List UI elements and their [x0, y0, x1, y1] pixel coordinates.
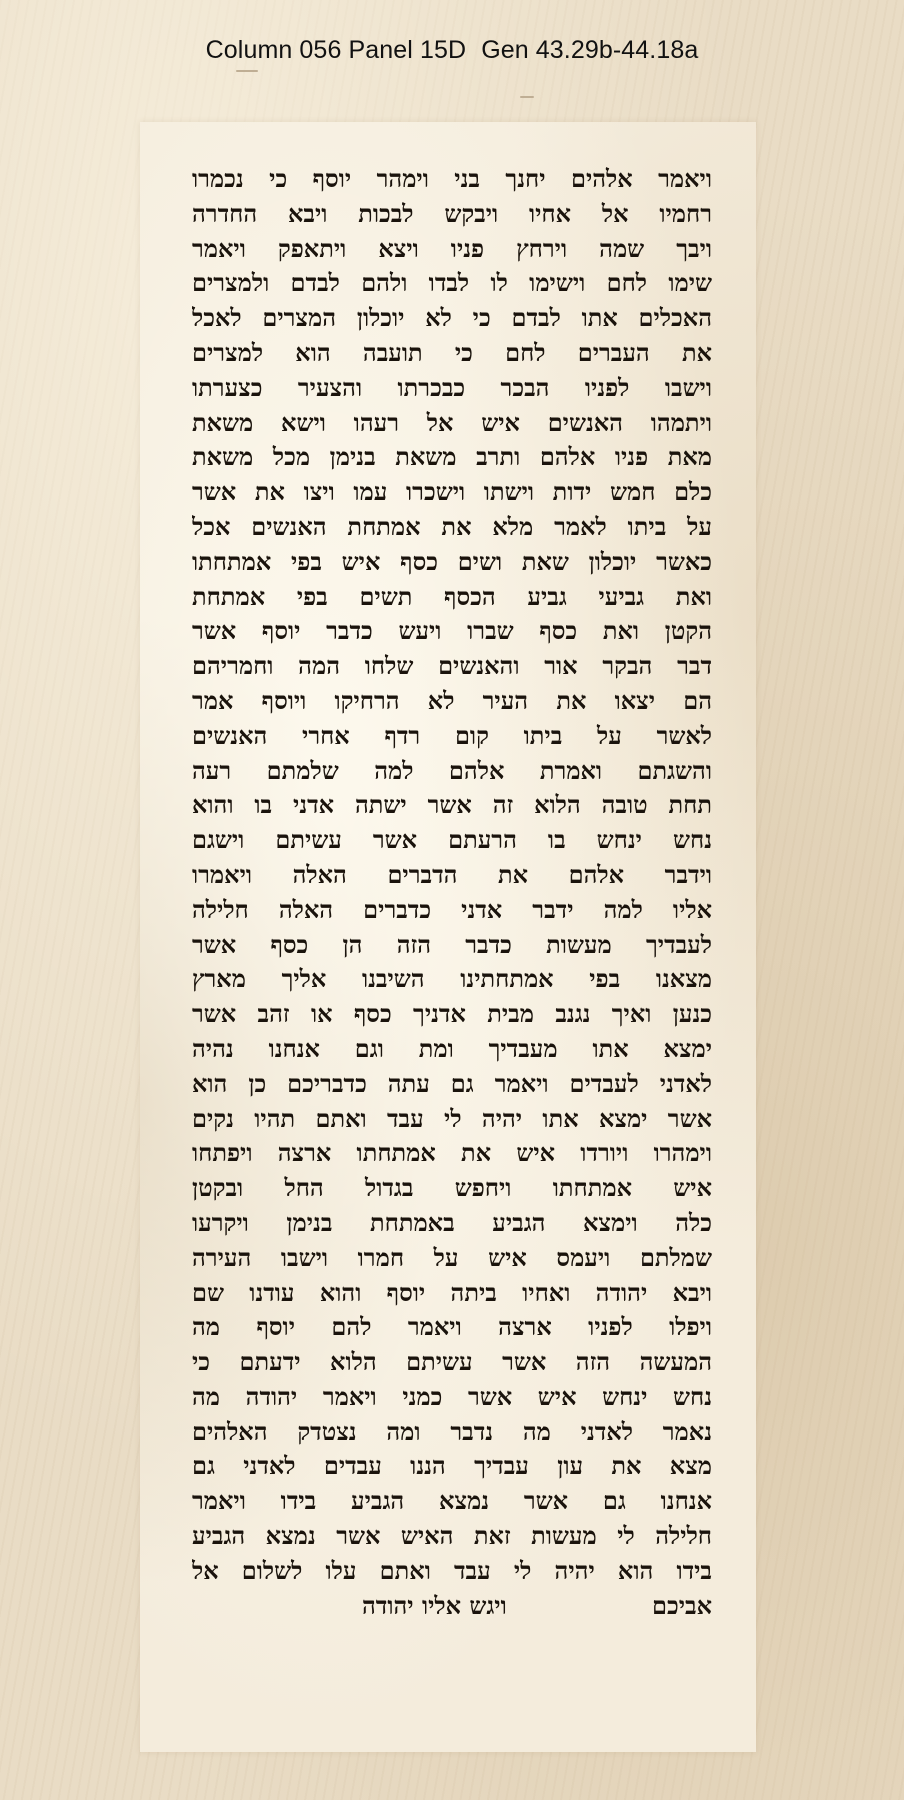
- scroll-line: שמלתם ויעמס איש על חמרו וישבו העירה: [192, 1242, 712, 1272]
- scroll-line: חלילה לי מעשות זאת האיש אשר נמצא הגביע: [192, 1521, 712, 1551]
- scroll-line: בידו הוא יהיה לי עבד ואתם עלו לשלום אל: [192, 1555, 712, 1585]
- scroll-line: מצא את עון עבדיך הננו עבדים לאדני גם: [192, 1451, 712, 1481]
- scroll-line: שימו לחם וישימו לו לבדו ולהם לבדם ולמצרים: [192, 268, 712, 298]
- scroll-line: אשר ימצא אתו יהיה לי עבד ואתם תהיו נקים: [192, 1103, 712, 1133]
- scroll-line: ואת גביעי גביע הכסף תשים בפי אמתחת: [192, 581, 712, 611]
- scroll-line: הקטן ואת כסף שברו ויעש כדבר יוסף אשר: [192, 616, 712, 646]
- scroll-text-column: [192, 162, 712, 1623]
- scroll-line: כלם חמש ידות וישתו וישכרו עמו ויצו את אשר: [192, 477, 712, 507]
- scroll-line: את העברים לחם כי תועבה הוא למצרים: [192, 337, 712, 367]
- caption-verse-range: Gen 43.29b-44.18a: [481, 36, 699, 64]
- scroll-line: כלה וימצא הגביע באמתחת בנימן ויקרעו: [192, 1207, 712, 1237]
- scroll-line: לאדני לעבדים ויאמר גם עתה כדבריכם כן הוא: [192, 1068, 712, 1098]
- scroll-line: מצאנו בפי אמתחתינו השיבנו אליך מארץ: [192, 964, 712, 994]
- scroll-line: נחש ינחש בו הרעתם אשר עשיתם וישגם: [192, 825, 712, 855]
- scroll-line: ימצא אתו מעבדיך ומת וגם אנחנו נהיה: [192, 1033, 712, 1063]
- scroll-line: רחמיו אל אחיו ויבקש לבכות ויבא החדרה: [192, 198, 712, 228]
- scroll-line: והשגתם ואמרת אלהם למה שלמתם רעה: [192, 755, 712, 785]
- caption-column-panel: Column 056 Panel 15D: [205, 36, 467, 64]
- scroll-line: איש אמתחתו ויחפש בגדול החל ובקטן: [192, 1173, 712, 1203]
- parchment-mark: [520, 96, 534, 98]
- scroll-line: ויאמר אלהים יחנך בני וימהר יוסף כי נכמרו: [192, 164, 712, 193]
- scroll-line: כנען ואיך נגנב מבית אדניך כסף או זהב אשר: [192, 999, 712, 1029]
- scroll-line: נאמר לאדני מה נדבר ומה נצטדק האלהים: [192, 1416, 712, 1446]
- final-line-left-phrase: ויגש אליו יהודה: [362, 1590, 507, 1620]
- scroll-line: אנחנו גם אשר נמצא הגביע בידו ויאמר: [192, 1486, 712, 1516]
- scroll-line: אליו למה ידבר אדני כדברים האלה חלילה: [192, 894, 712, 924]
- scroll-line: לאשר על ביתו קום רדף אחרי האנשים: [192, 720, 712, 750]
- scroll-panel: [140, 122, 756, 1752]
- scroll-line: וימהרו ויורדו איש את אמתחתו ארצה ויפתחו: [192, 1138, 712, 1168]
- scroll-line: כאשר יוכלון שאת ושים כסף איש בפי אמתחתו: [192, 546, 712, 576]
- scroll-line: האכלים אתו לבדם כי לא יוכלון המצרים לאכל: [192, 303, 712, 333]
- parchment-mark: [236, 70, 258, 72]
- scroll-line: דבר הבקר אור והאנשים שלחו המה וחמריהם: [192, 651, 712, 681]
- scroll-line: הם יצאו את העיר לא הרחיקו ויוסף אמר: [192, 685, 712, 715]
- scroll-line: על ביתו לאמר מלא את אמתחת האנשים אכל: [192, 511, 712, 541]
- scroll-line: ויתמהו האנשים איש אל רעהו וישא משאת: [192, 407, 712, 437]
- scroll-line: לעבדיך מעשות כדבר הזה הן כסף אשר: [192, 929, 712, 959]
- scroll-line-final: [192, 1589, 712, 1624]
- scroll-line: תחת טובה הלוא זה אשר ישתה אדני בו והוא: [192, 790, 712, 820]
- scroll-line: נחש ינחש איש אשר כמני ויאמר יהודה מה: [192, 1381, 712, 1411]
- column-caption: [0, 36, 904, 65]
- final-line-right-word: אביכם: [652, 1590, 712, 1620]
- scroll-line: ויבא יהודה ואחיו ביתה יוסף והוא עודנו שם: [192, 1277, 712, 1307]
- scroll-line: המעשה הזה אשר עשיתם הלוא ידעתם כי: [192, 1347, 712, 1377]
- scroll-line: ויבך שמה וירחץ פניו ויצא ויתאפק ויאמר: [192, 233, 712, 263]
- scroll-line: וישבו לפניו הבכר כבכרתו והצעיר כצערתו: [192, 372, 712, 402]
- scroll-line: ויפלו לפניו ארצה ויאמר להם יוסף מה: [192, 1312, 712, 1342]
- scroll-line: מאת פניו אלהם ותרב משאת בנימן מכל משאת: [192, 442, 712, 472]
- scroll-line: וידבר אלהם את הדברים האלה ויאמרו: [192, 859, 712, 889]
